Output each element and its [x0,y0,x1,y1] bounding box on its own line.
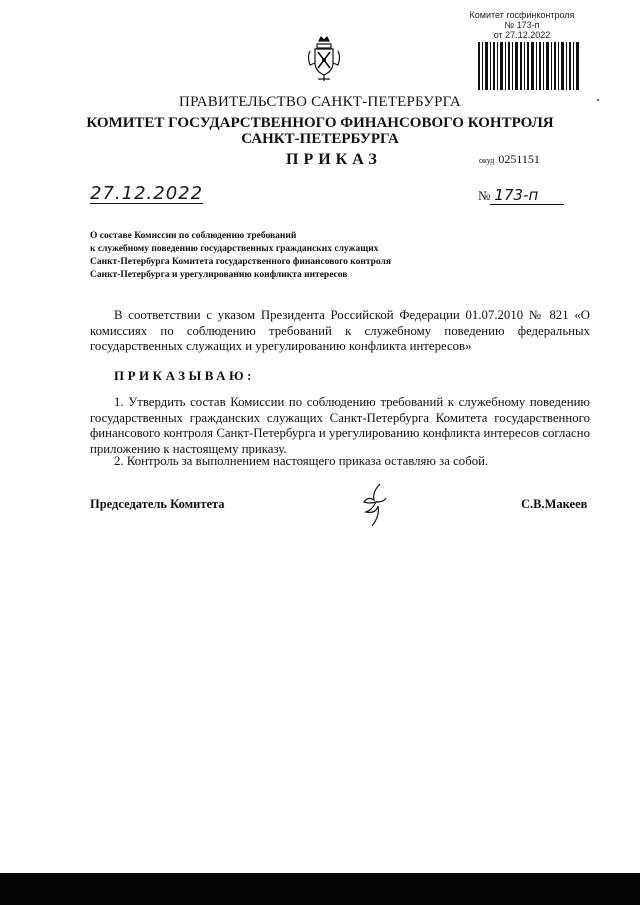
document-subject [90,230,450,282]
order-number [478,186,564,205]
order-number-label: № [478,188,491,203]
signatory-position: Председатель Комитета [90,497,225,511]
handwritten-signature-icon [350,480,400,530]
document-type: ПРИКАЗ [286,151,382,168]
subject-line: Санкт-Петербурга Комитета государственного финансового контроля [90,257,392,267]
okud-label: окуд [479,156,495,165]
preamble-paragraph: В соответствии с указом Президента Российской Федерации 01.07.2010 № 821 «О комиссиях по соблюдению требований к служебному поведению федеральных государственных служащих и урегулированию конфликта интересов» [90,308,590,354]
stamp-organization: Комитет госфинконтроля [469,10,575,20]
subject-line: О составе Комиссии по соблюдению требований [90,231,297,241]
okud-code [479,152,540,167]
order-item-1: 1. Утвердить состав Комиссии по соблюдению требований к служебному поведению государственных гражданских служащих Санкт-Петербурга Комитета государственного финансового контроля Санкт-Петербурга и урегулированию конфликта интересов согласно приложению к настоящему приказу. [90,395,590,456]
okud-value: 0251151 [498,152,540,166]
order-heading: ПРИКАЗЫВАЮ: [114,368,255,383]
stamp-number: № 173-п [504,20,540,30]
committee-title-line2: САНКТ-ПЕТЕРБУРГА [241,131,399,147]
registration-stamp [462,10,582,40]
order-number-value: 173-п [490,186,564,205]
order-item-2: 2. Контроль за выполнением настоящего приказа оставляю за собой. [114,454,489,468]
barcode-icon [478,42,580,90]
subject-line: Санкт-Петербурга и урегулированию конфликта интересов [90,270,348,280]
scan-edge-bar [0,873,640,905]
stamp-date: от 27.12.2022 [493,30,551,40]
committee-title-line1: КОМИТЕТ ГОСУДАРСТВЕННОГО ФИНАНСОВОГО КОНТРОЛЯ [86,115,554,131]
government-title: ПРАВИТЕЛЬСТВО САНКТ-ПЕТЕРБУРГА [179,94,461,110]
subject-line: к служебному поведению государственных гражданских служащих [90,244,379,254]
order-date: 27.12.2022 [90,183,204,204]
coat-of-arms-icon [306,35,342,83]
signatory-name: С.В.Макеев [521,497,588,511]
